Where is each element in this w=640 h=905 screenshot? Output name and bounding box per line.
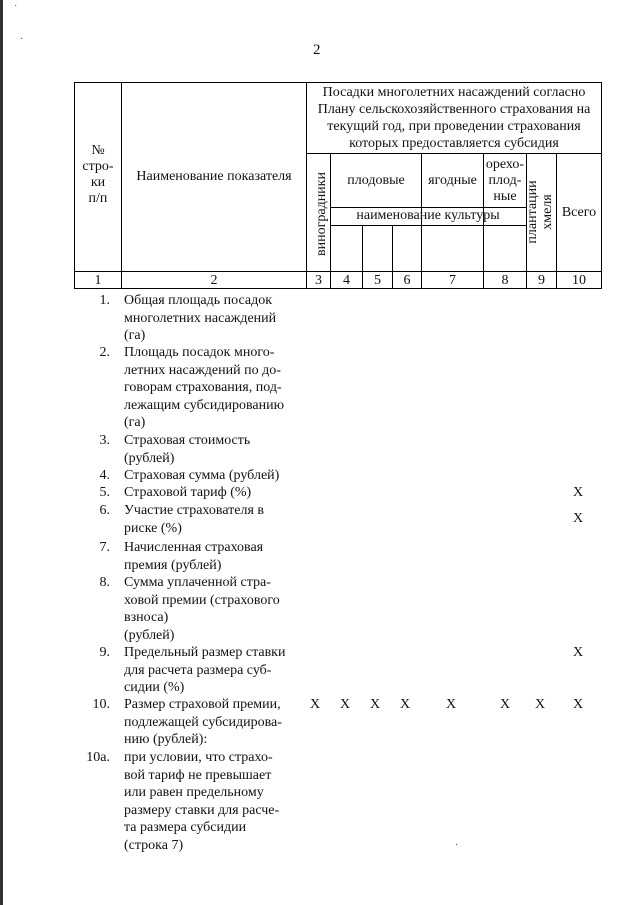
row-number: 9. [99,645,110,660]
row-label: Начисленная страховая премия (рублей) [124,540,264,573]
row-label: Страховая стоимость (рублей) [124,433,251,466]
x-mark: X [573,697,584,712]
x-mark: X [340,697,351,712]
scan-mark: · [455,840,459,851]
page-left-edge [0,0,3,905]
column-number: 6 [403,273,411,288]
row-number: 10а. [86,750,110,765]
header-group-title: Посадки многолетних насаждений согласно Плану сельскохозяйственного страхования на текущий год, при проведении страхования которых предоставляется субсидия [317,85,591,151]
row-number: 6. [99,503,110,518]
column-number: 9 [538,273,545,288]
row-number: 1. [99,293,110,308]
header-berry: ягодные [428,173,477,188]
column-number: 10 [572,273,586,288]
header-crop-name: наименование культуры [356,208,500,223]
column-number: 4 [343,273,350,288]
row-label: Страховая сумма (рублей) [124,468,280,483]
header-total: Всего [561,205,597,220]
scan-mark: · [20,34,24,45]
x-mark: X [370,697,381,712]
x-mark: X [446,697,457,712]
header-nut: орехо- плод- ные [485,157,525,204]
x-mark: X [500,697,511,712]
header-hops: плантации хмеля [525,180,555,244]
x-mark: X [573,485,584,500]
row-number: 5. [99,485,110,500]
x-mark: X [535,697,546,712]
row-number: 7. [99,540,110,555]
header-fruit: плодовые [347,173,405,188]
column-number: 2 [210,273,218,288]
row-number: 3. [99,433,110,448]
x-mark: X [400,697,411,712]
row-number: 10. [92,697,110,712]
x-mark: X [310,697,321,712]
column-number: 1 [94,273,102,288]
row-number: 4. [99,468,110,483]
header-vineyards: виноградники [314,172,329,256]
column-number: 5 [374,273,381,288]
row-label: Участие страхователя в риске (%) [124,503,265,536]
header-col-name: Наименование показателя [136,169,292,184]
row-label: Площадь посадок много- летних насаждений по до- говорам страхования, под- лежащим субсидированию (га) [124,345,285,430]
x-mark: X [573,645,584,660]
row-number: 8. [99,575,110,590]
row-number: 2. [99,345,110,360]
row-label: Страховой тариф (%) [124,485,252,500]
header-col-number: № стро- ки п/п [82,143,114,206]
row-label: Сумма уплаченной стра- ховой премии (страхового взноса) (рублей) [124,575,280,643]
column-number: 7 [449,273,456,288]
page-number: 2 [313,42,321,58]
row-label: Размер страховой премии, подлежащей субсидирова- нию (рублей): [124,697,282,747]
row-label: Общая площадь посадок многолетних насаждений (га) [124,293,277,343]
scan-mark: ˙ [14,4,18,15]
x-mark: X [573,511,584,526]
row-label: Предельный размер ставки для расчета размера суб- сидии (%) [124,645,286,695]
row-label: при условии, что страхо- вой тариф не превышает или равен предельному размеру ставки для расче- та размера субсидии (строка 7) [124,750,280,853]
column-number: 8 [501,273,509,288]
column-number: 3 [315,273,322,288]
